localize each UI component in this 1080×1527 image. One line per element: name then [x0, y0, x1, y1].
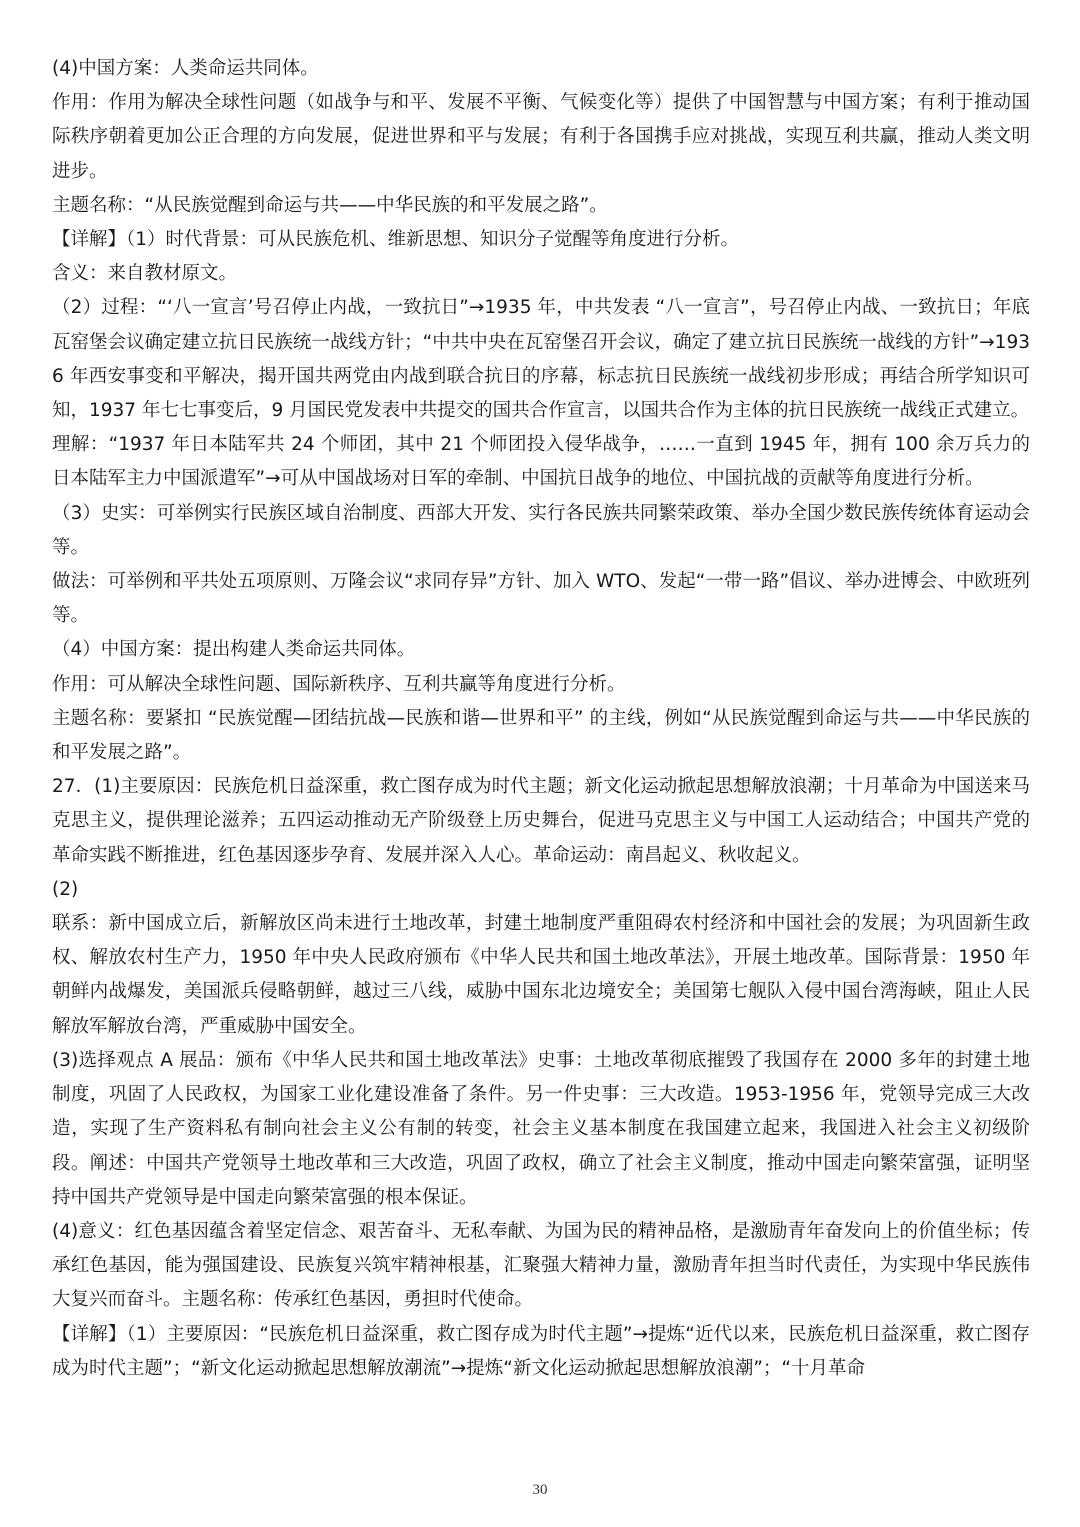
paragraph: （2）过程：“‘八一宣言’号召停止内战，一致抗日”→1935 年，中共发表 “八一宣言”，号召停止内战、一致抗日；年底瓦窑堡会议确定建立抗日民族统一战线方针；“中共中央在瓦窑堡召开会议，确定了建立抗日民族统一战线的方针”→1936 年西安事变和平解决，揭开国共两党由内战到联合抗日的序幕，标志抗日民族统一战线初步形成；再结合所学知识可知，1937 年七七事变后，9 月国民党发表中共提交的国共合作宣言，以国共合作为主体的抗日民族统一战线正式建立。 [52, 297, 1030, 422]
paragraph: 作用：作用为解决全球性问题（如战争与和平、发展不平衡、气候变化等）提供了中国智慧与中国方案；有利于推动国际秩序朝着更加公正合理的方向发展，促进世界和平与发展；有利于各国携手应对挑战，实现互利共赢，推动人类文明进步。 [52, 92, 1030, 182]
paragraph: 【详解】（1）主要原因：“民族危机日益深重，救亡图存成为时代主题”→提炼“近代以来，民族危机日益深重，救亡图存成为时代主题”；“新文化运动掀起思想解放潮流”→提炼“新文化运动掀起思想解放浪潮”；“十月革命 [52, 1323, 1030, 1379]
paragraph: 含义：来自教材原文。 [52, 263, 238, 285]
paragraph: (3)选择观点 A 展品：颁布《中华人民共和国土地改革法》史事：土地改革彻底摧毁了我国存在 2000 多年的封建土地制度，巩固了人民政权，为国家工业化建设准备了条件。另一件史事：三大改造。1953-1956 年，党领导完成三大改造，实现了生产资料私有制向社会主义公有制的转变，社会主义基本制度在我国建立起来，我国进入社会主义初级阶段。阐述：中国共产党领导土地改革和三大改造，巩固了政权，确立了社会主义制度，推动中国走向繁荣富强，证明坚持中国共产党领导是中国走向繁荣富强的根本保证。 [52, 1049, 1030, 1208]
paragraph: 【详解】（1）时代背景：可从民族危机、维新思想、知识分子觉醒等角度进行分析。 [52, 229, 740, 251]
paragraph: (4)中国方案：人类命运共同体。 [52, 58, 319, 79]
paragraph: （3）史实：可举例实行民族区域自治制度、西部大开发、实行各民族共同繁荣政策、举办全国少数民族传统体育运动会等。 [52, 502, 1030, 558]
paragraph: 做法：可举例和平共处五项原则、万隆会议“求同存异”方针、加入 WTO、发起“一带一路”倡议、举办进博会、中欧班列等。 [52, 571, 1030, 627]
paragraph: (4)意义：红色基因蕴含着坚定信念、艰苦奋斗、无私奉献、为国为民的精神品格，是激励青年奋发向上的价值坐标；传承红色基因，能为强国建设、民族复兴筑牢精神根基，汇聚强大精神力量，激励青年担当时代责任，为实现中华民族伟大复兴而奋斗。主题名称：传承红色基因，勇担时代使命。 [52, 1220, 1030, 1311]
paragraph: (2) [52, 878, 79, 900]
paragraph: （4）中国方案：提出构建人类命运共同体。 [52, 639, 416, 661]
paragraph: 联系：新中国成立后，新解放区尚未进行土地改革，封建土地制度严重阻碍农村经济和中国社会的发展；为巩固新生政权、解放农村生产力，1950 年中央人民政府颁布《中华人民共和国土地改革法》，开展土地改革。国际背景：1950 年朝鲜内战爆发，美国派兵侵略朝鲜，越过三八线，威胁中国东北边境安全；美国第七舰队入侵中国台湾海峡，阻止人民解放军解放台湾，严重威胁中国安全。 [52, 913, 1030, 1037]
paragraph: 作用：可从解决全球性问题、国际新秩序、互利共赢等角度进行分析。 [52, 673, 626, 695]
paragraph: 主题名称：要紧扣 “民族觉醒—团结抗战—民族和谐—世界和平” 的主线，例如“从民族觉醒到命运与共——中华民族的和平发展之路”。 [52, 707, 1030, 764]
paragraph: 主题名称：“从民族觉醒到命运与共——中华民族的和平发展之路”。 [52, 194, 608, 216]
page-number: 30 [532, 1482, 548, 1498]
paragraph: 27．(1)主要原因：民族危机日益深重，救亡图存成为时代主题；新文化运动掀起思想解放浪潮；十月革命为中国送来马克思主义，提供理论滋养；五四运动推动无产阶级登上历史舞台，促进马克思主义与中国工人运动结合；中国共产党的革命实践不断推进，红色基因逐步孕育、发展并深入人心。革命运动：南昌起义、秋收起义。 [52, 776, 1030, 866]
document-body [52, 52, 1030, 1386]
paragraph: 理解：“1937 年日本陆军共 24 个师团，其中 21 个师团投入侵华战争，……一直到 1945 年，拥有 100 余万兵力的日本陆军主力中国派遣军”→可从中国战场对日军的牵制、中国抗日战争的地位、中国抗战的贡献等角度进行分析。 [52, 434, 1030, 490]
